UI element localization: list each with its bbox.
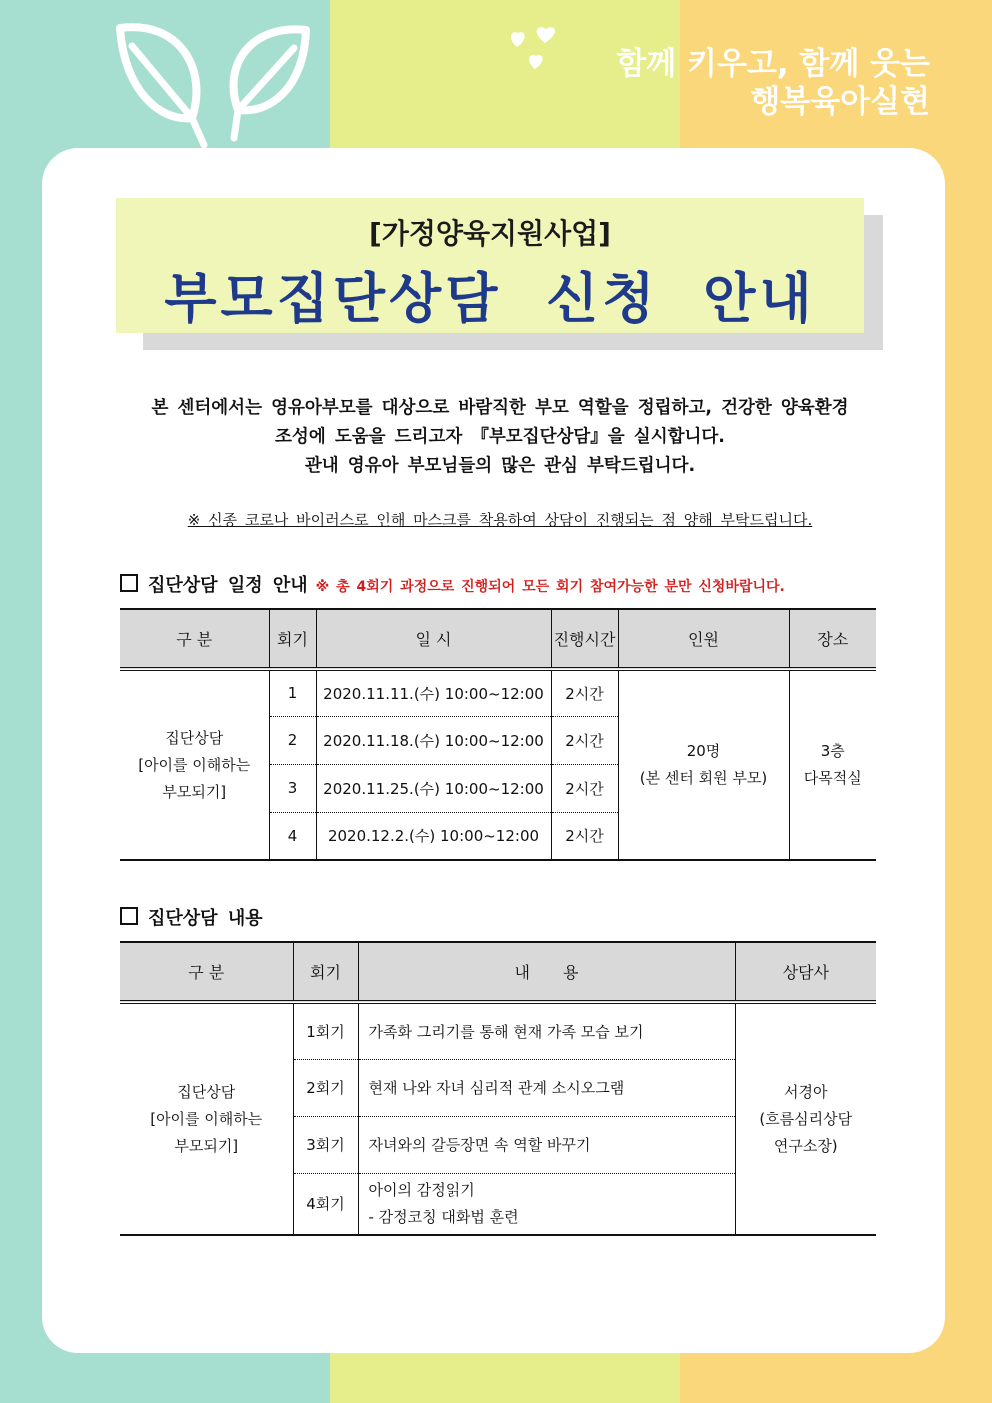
session-duration: 2시간 bbox=[551, 812, 618, 860]
counselor-org: (흐름심리상담 bbox=[759, 1109, 853, 1128]
place-cell bbox=[789, 669, 876, 860]
header-counselor: 상담사 bbox=[735, 942, 876, 1002]
people-note: (본 센터 회원 부모) bbox=[639, 769, 768, 787]
content-heading-text: 집단상담 내용 bbox=[148, 908, 263, 929]
header-session: 회기 bbox=[269, 609, 316, 669]
place-floor: 3층 bbox=[820, 742, 845, 760]
session-content-line: - 감정코칭 대화법 훈련 bbox=[368, 1207, 519, 1226]
schedule-heading-text: 집단상담 일정 안내 bbox=[148, 575, 308, 596]
title-box bbox=[116, 198, 864, 333]
session-no: 4 bbox=[269, 812, 316, 860]
page-title: 부모집단상담 신청 안내 bbox=[164, 267, 816, 330]
intro-text bbox=[100, 394, 900, 481]
session-content: 자녀와의 갈등장면 속 역할 바꾸기 bbox=[358, 1116, 735, 1173]
counselor-cell bbox=[735, 1002, 876, 1235]
intro-line-3: 관내 영유아 부모님들의 많은 관심 부탁드립니다. bbox=[304, 456, 696, 476]
schedule-heading bbox=[120, 571, 785, 597]
session-date: 2020.12.2.(수) 10:00~12:00 bbox=[316, 812, 551, 860]
category-cell bbox=[120, 669, 269, 860]
session-no: 3회기 bbox=[293, 1116, 358, 1173]
header-datetime: 일 시 bbox=[316, 609, 551, 669]
slogan-line-2: 행복육아실현 bbox=[750, 84, 930, 120]
category-line: [아이를 이해하는 bbox=[150, 1109, 263, 1128]
session-date: 2020.11.11.(수) 10:00~12:00 bbox=[316, 669, 551, 716]
header-place: 장소 bbox=[789, 609, 876, 669]
session-no: 2 bbox=[269, 716, 316, 764]
session-no: 1회기 bbox=[293, 1002, 358, 1059]
people-count: 20명 bbox=[686, 742, 721, 760]
category-line: 부모되기] bbox=[162, 782, 227, 801]
table-row bbox=[120, 1002, 876, 1059]
mask-notice: ※ 신종 코로나 바이러스로 인해 마스크를 착용하여 상담이 진행되는 점 양해 부탁드립니다. bbox=[187, 511, 813, 529]
category-line: 집단상담 bbox=[177, 1082, 236, 1101]
category-line: 부모되기] bbox=[174, 1136, 239, 1155]
slogan-line-1: 함께 키우고, 함께 웃는 bbox=[616, 46, 930, 82]
session-duration: 2시간 bbox=[551, 716, 618, 764]
session-duration: 2시간 bbox=[551, 764, 618, 812]
category-cell bbox=[120, 1002, 293, 1235]
title-subtitle: [가정양육지원사업] bbox=[369, 217, 611, 250]
people-cell bbox=[618, 669, 789, 860]
checkbox-square-icon bbox=[120, 907, 138, 925]
header-people: 인원 bbox=[618, 609, 789, 669]
counselor-title: 연구소장) bbox=[773, 1136, 838, 1155]
counselor-name: 서경아 bbox=[784, 1082, 828, 1101]
session-no: 1 bbox=[269, 669, 316, 716]
session-duration: 2시간 bbox=[551, 669, 618, 716]
intro-line-1: 본 센터에서는 영유아부모를 대상으로 바람직한 부모 역할을 정립하고, 건강한 양육환경 bbox=[151, 398, 849, 418]
session-date: 2020.11.25.(수) 10:00~12:00 bbox=[316, 764, 551, 812]
category-line: [아이를 이해하는 bbox=[138, 755, 251, 774]
schedule-note: ※ 총 4회기 과정으로 진행되어 모든 회기 참여가능한 분만 신청바랍니다. bbox=[315, 579, 785, 595]
table-header-row bbox=[120, 609, 876, 669]
header-category: 구 분 bbox=[120, 609, 269, 669]
table-row bbox=[120, 669, 876, 716]
place-room: 다목적실 bbox=[803, 769, 862, 787]
content-heading bbox=[120, 904, 263, 930]
header-content: 내 용 bbox=[358, 942, 735, 1002]
header-category: 구 분 bbox=[120, 942, 293, 1002]
heart-icon bbox=[505, 25, 575, 75]
intro-line-2: 조성에 도움을 드리고자 『부모집단상담』을 실시합니다. bbox=[275, 427, 725, 447]
session-date: 2020.11.18.(수) 10:00~12:00 bbox=[316, 716, 551, 764]
session-content bbox=[358, 1173, 735, 1235]
leaf-icon bbox=[100, 10, 320, 150]
session-no: 3 bbox=[269, 764, 316, 812]
header-duration: 진행시간 bbox=[551, 609, 618, 669]
slogan bbox=[616, 45, 930, 121]
schedule-table bbox=[120, 608, 876, 861]
session-no: 4회기 bbox=[293, 1173, 358, 1235]
header-session: 회기 bbox=[293, 942, 358, 1002]
table-header-row bbox=[120, 942, 876, 1002]
session-content: 가족화 그리기를 통해 현재 가족 모습 보기 bbox=[358, 1002, 735, 1059]
content-table bbox=[120, 941, 876, 1236]
session-content: 현재 나와 자녀 심리적 관계 소시오그램 bbox=[358, 1059, 735, 1116]
session-content-line: 아이의 감정읽기 bbox=[368, 1180, 475, 1199]
checkbox-square-icon bbox=[120, 574, 138, 592]
category-line: 집단상담 bbox=[165, 728, 224, 747]
session-no: 2회기 bbox=[293, 1059, 358, 1116]
